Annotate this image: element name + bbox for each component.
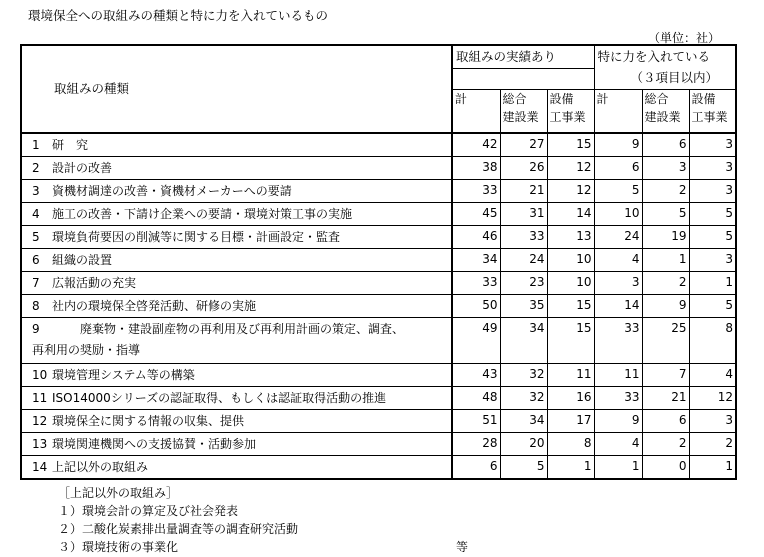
- row-kind: [21, 226, 452, 249]
- row-kind: [21, 364, 452, 387]
- table-row: [21, 295, 736, 318]
- cell-a-general: 20: [500, 433, 547, 456]
- cell-a-general: 27: [500, 133, 547, 157]
- notes-section: [58, 484, 298, 556]
- cell-a-total: 28: [452, 433, 500, 456]
- cell-a-total: 51: [452, 410, 500, 433]
- cell-a-general: 23: [500, 272, 547, 295]
- row-label: 施工の改善・下請け企業への要請・環境対策工事の実施: [52, 207, 353, 221]
- cell-f-general: 6: [642, 133, 689, 157]
- cell-a-total: 50: [452, 295, 500, 318]
- row-label: 資機材調達の改善・資機材メーカーへの要請: [52, 184, 292, 198]
- cell-f-general: 5: [642, 203, 689, 226]
- cell-f-total: 9: [594, 133, 642, 157]
- row-label: 廃棄物・建設副産物の再利用及び再利用計画の策定、調査、: [80, 322, 405, 336]
- cell-f-total: 5: [594, 180, 642, 203]
- row-label: ISO14000シリーズの認証取得、もしくは認証取得活動の推進: [52, 391, 387, 405]
- cell-a-total: 49: [452, 318, 500, 364]
- cell-a-total: 48: [452, 387, 500, 410]
- table-row: [21, 180, 736, 203]
- row-kind: [21, 318, 452, 364]
- notes-etc: 等: [456, 540, 469, 554]
- cell-a-general: 26: [500, 157, 547, 180]
- row-kind: [21, 456, 452, 480]
- cell-f-total: 33: [594, 318, 642, 364]
- page-title: 環境保全への取組みの種類と特に力を入れているもの: [28, 8, 329, 23]
- cell-a-general: 33: [500, 226, 547, 249]
- unit-label: （単位：社）: [648, 31, 721, 45]
- row-number: 5: [32, 230, 40, 244]
- cell-a-total: 46: [452, 226, 500, 249]
- row-number: 7: [32, 276, 40, 290]
- cell-f-total: 33: [594, 387, 642, 410]
- row-number: 12: [32, 414, 48, 428]
- header-group-actual: 取組みの実績あり: [452, 45, 594, 69]
- row-number: 6: [32, 253, 40, 267]
- cell-f-equip: 3: [689, 157, 736, 180]
- row-kind: [21, 387, 452, 410]
- row-kind: [21, 180, 452, 203]
- table-row: [21, 203, 736, 226]
- table-row: [21, 133, 736, 157]
- cell-f-equip: 1: [689, 272, 736, 295]
- table-row: [21, 249, 736, 272]
- row-label: 広報活動の充実: [52, 276, 137, 290]
- cell-a-equip: 15: [547, 318, 594, 364]
- row-kind: [21, 203, 452, 226]
- row-kind: [21, 295, 452, 318]
- row-number: 3: [32, 184, 40, 198]
- cell-a-total: 43: [452, 364, 500, 387]
- cell-f-general: 19: [642, 226, 689, 249]
- cell-a-equip: 12: [547, 180, 594, 203]
- row-label-continued: 再利用の奨励・指導: [32, 343, 141, 357]
- cell-f-total: 11: [594, 364, 642, 387]
- row-number: 8: [32, 299, 40, 313]
- cell-f-general: 1: [642, 249, 689, 272]
- cell-f-equip: 3: [689, 410, 736, 433]
- table-row: [21, 318, 736, 364]
- row-kind: [21, 433, 452, 456]
- header-group-actual-spacer: [452, 69, 594, 90]
- cell-a-equip: 13: [547, 226, 594, 249]
- row-number: 9: [32, 322, 40, 336]
- row-number: 10: [32, 368, 48, 382]
- row-kind: [21, 133, 452, 157]
- cell-a-general: 21: [500, 180, 547, 203]
- row-kind: [21, 272, 452, 295]
- header-group-focus: 特に力を入れている: [594, 45, 736, 69]
- cell-a-total: 6: [452, 456, 500, 480]
- cell-f-total: 9: [594, 410, 642, 433]
- row-kind: [21, 249, 452, 272]
- cell-f-equip: 2: [689, 433, 736, 456]
- row-number: 11: [32, 391, 48, 405]
- row-number: 1: [32, 138, 40, 152]
- cell-f-general: 25: [642, 318, 689, 364]
- cell-a-general: 32: [500, 387, 547, 410]
- row-label: 環境負荷要因の削減等に関する目標・計画設定・監査: [52, 230, 341, 244]
- cell-a-equip: 12: [547, 157, 594, 180]
- cell-a-general: 31: [500, 203, 547, 226]
- note-item: ３）環境技術の事業化: [58, 540, 179, 554]
- cell-f-equip: 1: [689, 456, 736, 480]
- cell-a-equip: 10: [547, 249, 594, 272]
- row-label: 研 究: [52, 138, 89, 152]
- cell-a-general: 34: [500, 410, 547, 433]
- cell-f-general: 6: [642, 410, 689, 433]
- cell-f-total: 4: [594, 433, 642, 456]
- cell-a-total: 34: [452, 249, 500, 272]
- header-group-focus-note: （３項目以内）: [594, 69, 736, 90]
- row-number: 14: [32, 460, 48, 474]
- cell-a-equip: 16: [547, 387, 594, 410]
- cell-a-equip: 11: [547, 364, 594, 387]
- cell-f-total: 6: [594, 157, 642, 180]
- cell-f-general: 21: [642, 387, 689, 410]
- notes-heading: ［上記以外の取組み］: [58, 486, 179, 500]
- row-label: 環境関連機関への支援協賛・活動参加: [52, 437, 257, 451]
- table-row: [21, 456, 736, 480]
- cell-f-total: 3: [594, 272, 642, 295]
- cell-a-equip: 8: [547, 433, 594, 456]
- data-table: [20, 44, 737, 480]
- cell-f-equip: 3: [689, 249, 736, 272]
- header-actual-equip: 設備 工事業: [547, 90, 594, 134]
- cell-a-general: 35: [500, 295, 547, 318]
- cell-f-equip: 5: [689, 226, 736, 249]
- cell-a-equip: 17: [547, 410, 594, 433]
- cell-a-general: 32: [500, 364, 547, 387]
- table-row: [21, 410, 736, 433]
- row-label: 環境管理システム等の構築: [52, 368, 195, 382]
- row-number: 4: [32, 207, 40, 221]
- cell-a-total: 38: [452, 157, 500, 180]
- cell-f-general: 2: [642, 433, 689, 456]
- row-number: 13: [32, 437, 48, 451]
- header-actual-total: 計: [452, 90, 500, 134]
- cell-a-equip: 15: [547, 133, 594, 157]
- row-label: 設計の改善: [52, 161, 113, 175]
- header-focus-equip: 設備 工事業: [689, 90, 736, 134]
- cell-a-equip: 15: [547, 295, 594, 318]
- table-row: [21, 387, 736, 410]
- cell-f-equip: 8: [689, 318, 736, 364]
- cell-f-equip: 12: [689, 387, 736, 410]
- row-label: 社内の環境保全啓発活動、研修の実施: [52, 299, 257, 313]
- cell-f-total: 24: [594, 226, 642, 249]
- row-kind: [21, 410, 452, 433]
- cell-f-total: 14: [594, 295, 642, 318]
- cell-a-equip: 1: [547, 456, 594, 480]
- table-row: [21, 226, 736, 249]
- table-row: [21, 272, 736, 295]
- cell-a-equip: 10: [547, 272, 594, 295]
- row-label: 環境保全に関する情報の収集、提供: [52, 414, 245, 428]
- cell-a-general: 24: [500, 249, 547, 272]
- table-row: [21, 157, 736, 180]
- cell-f-equip: 4: [689, 364, 736, 387]
- header-actual-general: 総合 建設業: [500, 90, 547, 134]
- row-label: 組織の設置: [52, 253, 113, 267]
- note-item: １）環境会計の算定及び社会発表: [58, 504, 239, 518]
- cell-f-equip: 3: [689, 180, 736, 203]
- cell-f-general: 2: [642, 272, 689, 295]
- cell-a-general: 5: [500, 456, 547, 480]
- row-kind: [21, 157, 452, 180]
- header-focus-general: 総合 建設業: [642, 90, 689, 134]
- cell-f-total: 10: [594, 203, 642, 226]
- cell-f-equip: 3: [689, 133, 736, 157]
- cell-f-general: 3: [642, 157, 689, 180]
- cell-a-total: 45: [452, 203, 500, 226]
- cell-f-general: 0: [642, 456, 689, 480]
- cell-a-total: 33: [452, 272, 500, 295]
- row-label: 上記以外の取組み: [52, 460, 149, 474]
- cell-a-total: 42: [452, 133, 500, 157]
- cell-a-total: 33: [452, 180, 500, 203]
- row-number: 2: [32, 161, 40, 175]
- cell-f-total: 1: [594, 456, 642, 480]
- cell-f-general: 7: [642, 364, 689, 387]
- table-row: [21, 364, 736, 387]
- cell-f-general: 9: [642, 295, 689, 318]
- cell-f-general: 2: [642, 180, 689, 203]
- header-kind: 取組みの種類: [21, 45, 452, 133]
- table-row: [21, 433, 736, 456]
- cell-f-total: 4: [594, 249, 642, 272]
- cell-a-general: 34: [500, 318, 547, 364]
- cell-f-equip: 5: [689, 203, 736, 226]
- cell-a-equip: 14: [547, 203, 594, 226]
- cell-f-equip: 5: [689, 295, 736, 318]
- header-focus-total: 計: [594, 90, 642, 134]
- note-item: ２）二酸化炭素排出量調査等の調査研究活動: [58, 522, 299, 536]
